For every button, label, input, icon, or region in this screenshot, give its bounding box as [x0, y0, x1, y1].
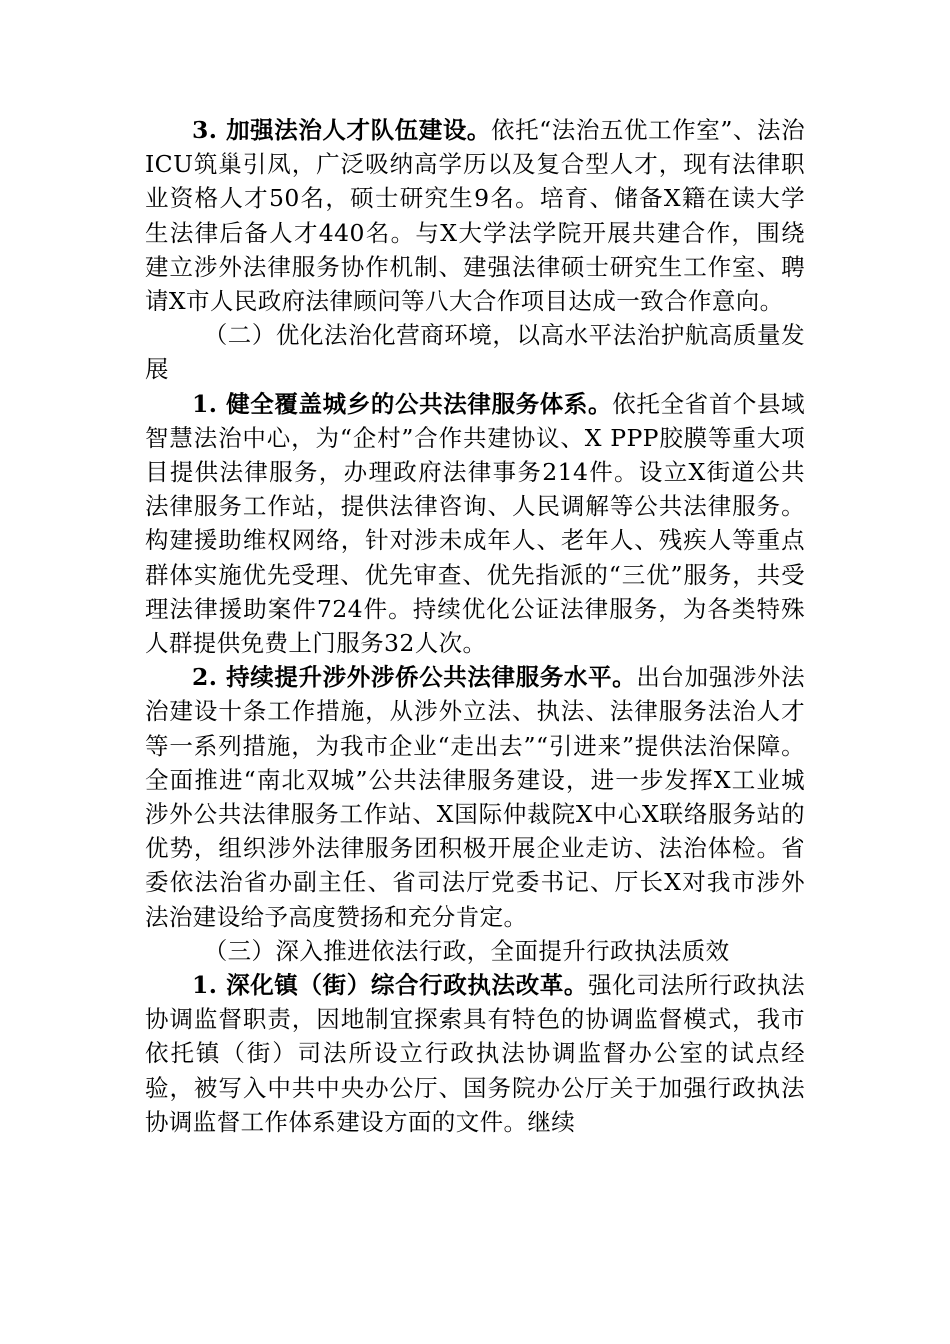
paragraph-lead: 2. 持续提升涉外涉侨公共法律服务水平。 — [192, 663, 637, 692]
paragraph-foreign-legal-service — [145, 660, 805, 934]
paragraph-lead: 1. 健全覆盖城乡的公共法律服务体系。 — [192, 389, 613, 418]
section-heading-business-environment: （二）优化法治化营商环境，以高水平法治护航高质量发展 — [145, 321, 805, 384]
document-page — [145, 113, 805, 1139]
paragraph-body: 依托全省首个县域智慧法治中心，为“企村”合作共建协议、X PPP胶膜等重大项目提供法律服务，办理政府法律事务214件。设立X街道公共法律服务工作站，提供法律咨询、人民调解等公共法律服务。构建援助维权网络，针对涉未成年人、老年人、残疾人等重点群体实施优先受理、优先审查、优先指派的“三优”服务，共受理法律援助案件724件。持续优化公证法律服务，为各类特殊人群提供免费上门服务32人次。 — [145, 389, 805, 658]
paragraph-lead: 3. 加强法治人才队伍建设。 — [192, 116, 491, 144]
paragraph-enforcement-reform — [145, 968, 805, 1139]
paragraph-body: 强化司法所行政执法协调监督职责，因地制宜探索具有特色的协调监督模式，我市依托镇（街）司法所设立行政执法协调监督办公室的试点经验，被写入中共中央办公厅、国务院办公厅关于加强行政执法协调监督工作体系建设方面的文件。继续 — [145, 971, 805, 1136]
paragraph-lead: 1. 深化镇（街）综合行政执法改革。 — [192, 971, 589, 1000]
paragraph-talent-team — [145, 113, 805, 318]
section-heading-administration: （三）深入推进依法行政，全面提升行政执法质效 — [203, 936, 730, 965]
paragraph-body: 依托“法治五优工作室”、法治ICU筑巢引凤，广泛吸纳高学历以及复合型人才，现有法律职业资格人才50名，硕士研究生9名。培育、储备X籍在读大学生法律后备人才440名。与X大学法学院开展共建合作，围绕建立涉外法律服务协作机制、建强法律硕士研究生工作室、聘请X市人民政府法律顾问等八大合作项目达成一致合作意向。 — [145, 116, 805, 316]
paragraph-public-legal-service — [145, 387, 805, 661]
paragraph-body: 出台加强涉外法治建设十条工作措施，从涉外立法、执法、法律服务法治人才等一系列措施，为我市企业“走出去”“引进来”提供法治保障。全面推进“南北双城”公共法律服务建设，进一步发挥X工业城涉外公共法律服务工作站、X国际仲裁院X中心X联络服务站的优势，组织涉外法律服务团积极开展企业走访、法治体检。省委依法治省办副主任、省司法厅党委书记、厅长X对我市涉外法治建设给予高度赞扬和充分肯定。 — [145, 663, 805, 931]
